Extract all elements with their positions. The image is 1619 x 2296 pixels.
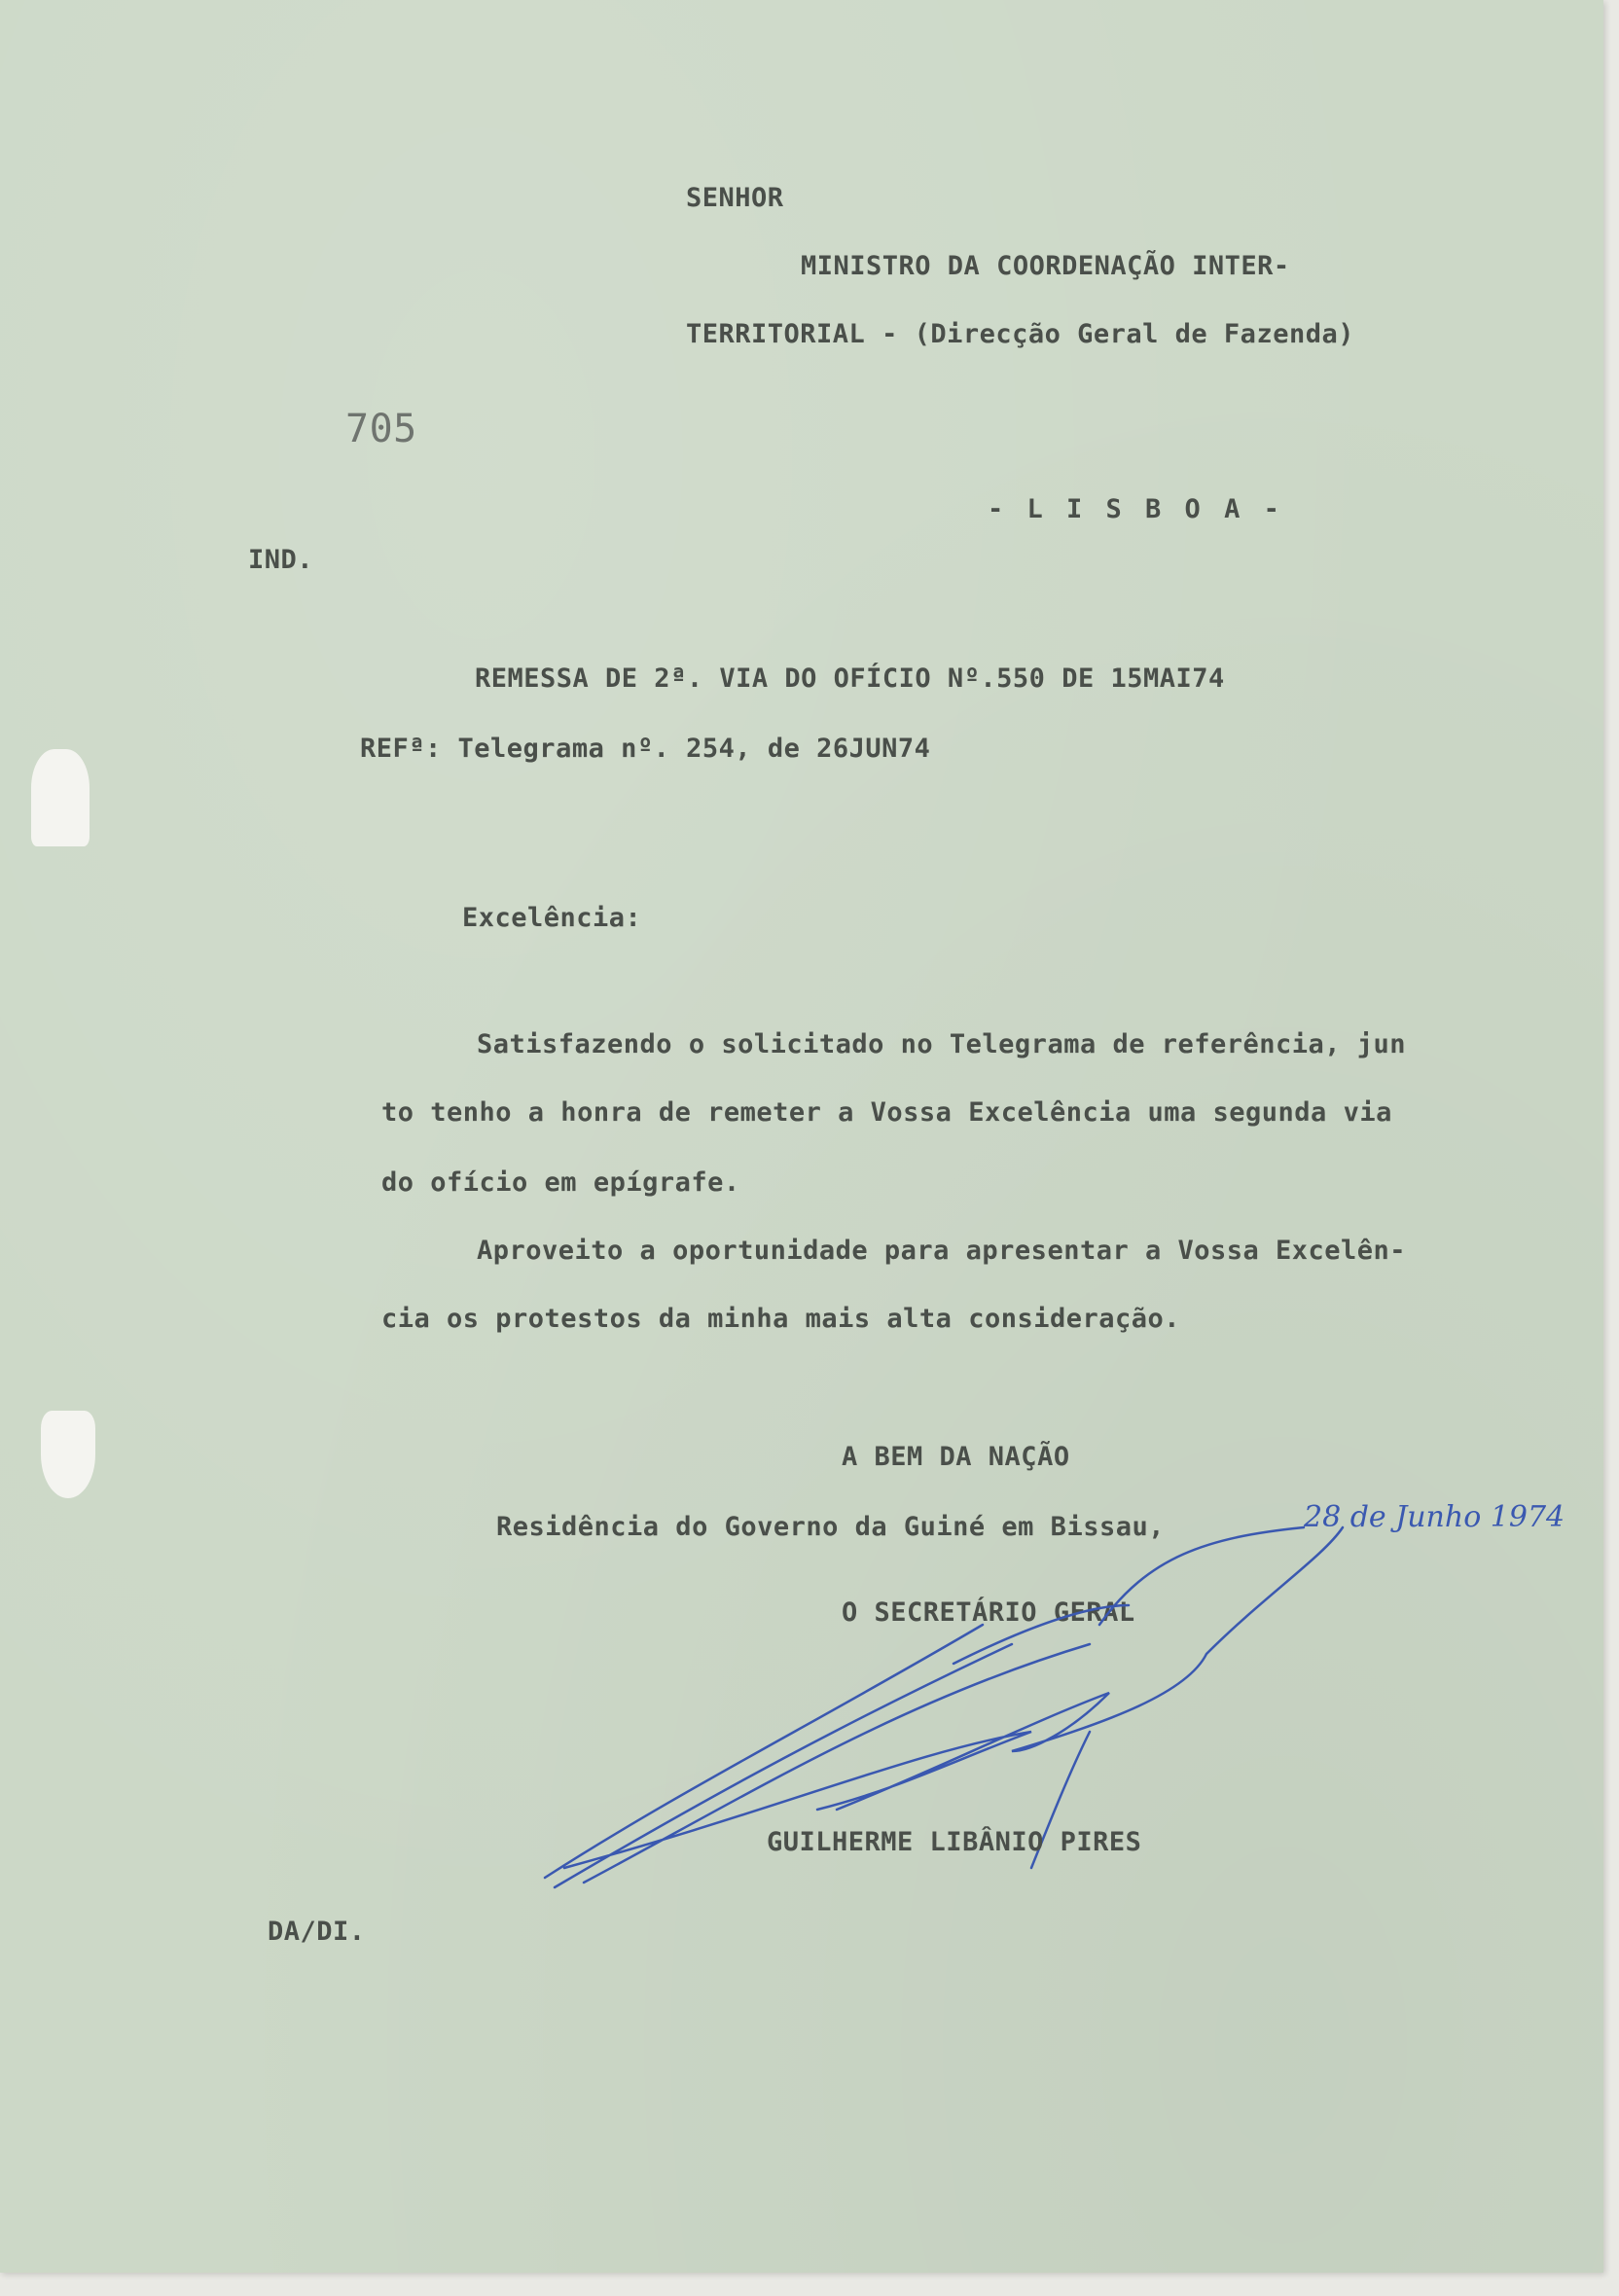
- closing-place: Residência do Governo da Guiné em Bissau,: [496, 1512, 1165, 1542]
- greeting: Excelência:: [462, 903, 642, 933]
- city-line: - L I S B O A -: [988, 494, 1283, 524]
- reference-number: 705: [345, 407, 417, 451]
- handwritten-date: 28 de Junho 1974: [1304, 1500, 1565, 1534]
- subject-ref: REFª: Telegrama nº. 254, de 26JUN74: [360, 734, 931, 764]
- signatory-name: GUILHERME LIBÂNIO PIRES: [767, 1827, 1142, 1857]
- punch-hole-top: [31, 749, 90, 846]
- body-p2-line2: cia os protestos da minha mais alta consideração.: [381, 1304, 1181, 1334]
- closing-motto: A BEM DA NAÇÃO: [842, 1442, 1070, 1472]
- subject-remessa: REMESSA DE 2ª. VIA DO OFÍCIO Nº.550 DE 15MAI74: [475, 664, 1225, 694]
- closing-role: O SECRETÁRIO GERAL: [842, 1597, 1135, 1628]
- body-p2-line1: Aproveito a oportunidade para apresentar a Vossa Excelên-: [477, 1236, 1407, 1266]
- ind-label: IND.: [248, 545, 314, 575]
- body-p1-line1: Satisfazendo o solicitado no Telegrama de referência, jun: [477, 1029, 1407, 1059]
- punch-hole-bottom: [41, 1411, 95, 1498]
- salutation: SENHOR: [686, 183, 784, 213]
- footer-initials: DA/DI.: [268, 1917, 366, 1947]
- body-p1-line3: do ofício em epígrafe.: [381, 1167, 740, 1198]
- addressee-line-2: TERRITORIAL - (Direcção Geral de Fazenda): [686, 319, 1354, 349]
- body-p1-line2: to tenho a honra de remeter a Vossa Excelência uma segunda via: [381, 1097, 1392, 1128]
- addressee-line-1: MINISTRO DA COORDENAÇÃO INTER-: [801, 251, 1290, 281]
